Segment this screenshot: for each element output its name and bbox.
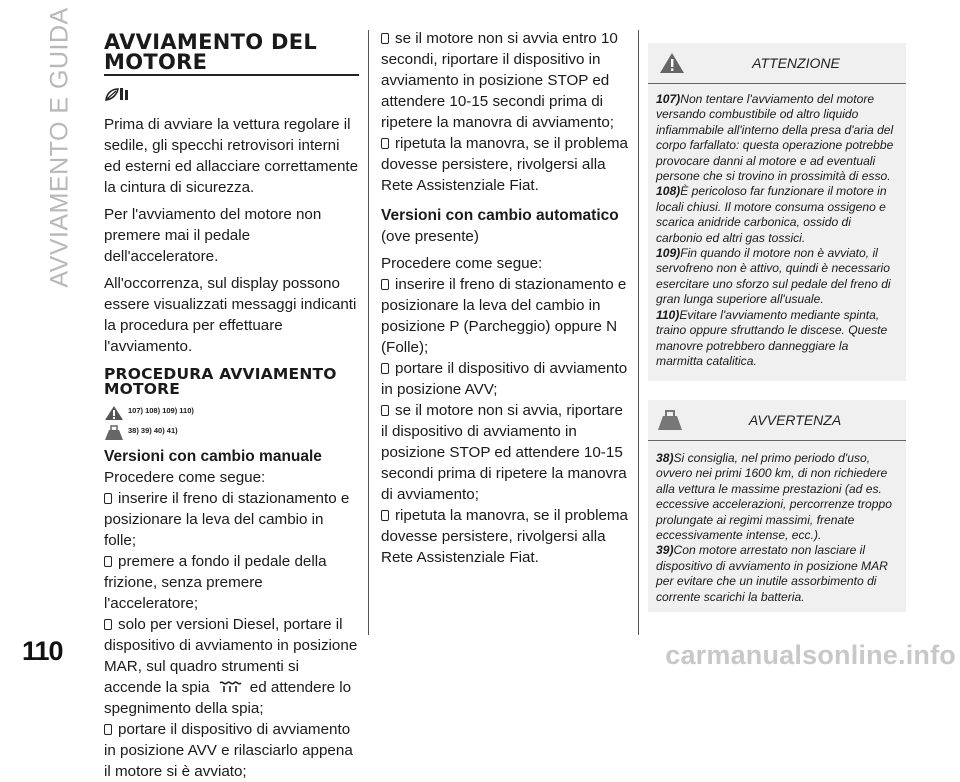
warning-triangle-icon (658, 51, 686, 75)
list-item: ripetuta la manovra, se il problema dovesse persistere, rivolgersi alla Rete Assistenziale Fiat. (381, 507, 628, 566)
bullet-icon (104, 493, 112, 504)
bullet-icon (104, 556, 112, 567)
attenzione-body (648, 84, 906, 377)
attenzione-box (648, 43, 906, 381)
list-item: portare il dispositivo di avviamento in posizione AVV e rilasciarlo appena il motore si è avviato; (104, 721, 353, 780)
caution-refs (104, 423, 359, 441)
caution-hand-icon (104, 425, 124, 441)
watermark: carmanualsonline.info (665, 640, 956, 670)
avvertenza-box (648, 400, 906, 612)
avvertenza-item: 38)Si consiglia, nel primo periodo d'uso, ovvero nei primi 1600 km, di non richiedere alla vettura le massime prestazioni (ad es. eccessive accelerazioni, percorrenze troppo prolungate ai regimi massimi, frenate eccessivamente intense, ecc.). (656, 451, 892, 543)
list-item: solo per versioni Diesel, portare il dispositivo di avviamento in posizione MAR, sul quadro strumenti si accende la spia ed attendere lo spegnimento della spia; (104, 616, 358, 717)
section-side-title (38, 6, 82, 288)
attenzione-item: 108)È pericoloso far funzionare il motore in locali chiusi. Il motore consuma ossigeno e scarica anidride carbonica, ossido di carbonio ed altri gas tossici. (656, 184, 887, 245)
warning-triangle-icon (104, 405, 124, 421)
bullet-icon (381, 279, 389, 290)
section-title: AVVIAMENTO DEL MOTORE (104, 32, 359, 76)
bullet-icon (381, 510, 389, 521)
attenzione-header (648, 43, 906, 84)
intro-paragraph: Per l'avviamento del motore non premere mai il pedale dell'acceleratore. (104, 206, 322, 265)
procedure-title: PROCEDURA AVVIAMENTO MOTORE (104, 365, 337, 398)
manual-heading: Versioni con cambio manuale (104, 448, 322, 465)
bullet-icon (104, 724, 112, 735)
list-item: inserire il freno di stazionamento e posizionare la leva del cambio in folle; (104, 490, 350, 549)
list-item: premere a fondo il pedale della frizione, senza premere l'acceleratore; (104, 553, 327, 612)
side-title-text: AVVIAMENTO E GUIDA (45, 6, 74, 288)
eco-icon (104, 86, 359, 108)
warning-refs (104, 403, 359, 421)
warning-refs-text: 107) 108) 109) 110) (128, 406, 194, 415)
column-divider (638, 30, 639, 635)
avvertenza-label: AVVERTENZA (748, 412, 842, 428)
list-item: inserire il freno di stazionamento e posizionare la leva del cambio in posizione P (Parcheggio) oppure N (Folle); (381, 276, 627, 356)
bullet-icon (381, 363, 389, 374)
caution-refs-text: 38) 39) 40) 41) (128, 426, 178, 435)
glow-plug-icon (218, 680, 246, 694)
avvertenza-header (648, 400, 906, 441)
intro-paragraph: Prima di avviare la vettura regolare il sedile, gli specchi retrovisori interni ed esterni ed allacciare correttamente la cintura di sicurezza. (104, 116, 359, 196)
avvertenza-item: 39)Con motore arrestato non lasciare il dispositivo di avviamento in posizione MAR per evitare che un inutile assorbimento di corrente scarichi la batteria. (656, 543, 888, 604)
attenzione-item: 109)Fin quando il motore non è avviato, il servofreno non è attivo, quindi è necessario esercitare uno sforzo sul pedale del freno di gran lunga superiore all'usuale. (656, 246, 891, 307)
page-number: 110 (22, 636, 63, 666)
list-item: ripetuta la manovra, se il problema dovesse persistere, rivolgersi alla Rete Assistenziale Fiat. (381, 135, 628, 194)
list-item: se il motore non si avvia entro 10 secondi, riportare il dispositivo in avviamento in posizione STOP ed attendere 10-15 secondi prima di ripetere la manovra di avviamento; (381, 30, 618, 131)
list-item: se il motore non si avvia, riportare il dispositivo di avviamento in posizione STOP ed attendere 10-15 secondi prima di ripetere la manovra di avviamento; (381, 402, 627, 503)
auto-subheading: (ove presente) (381, 228, 479, 245)
intro-paragraph: All'occorrenza, sul display possono essere visualizzati messaggi indicanti la procedura per effettuare l'avviamento. (104, 275, 357, 355)
bullet-icon (104, 619, 112, 630)
middle-column (381, 28, 631, 568)
caution-hand-icon (656, 408, 684, 432)
left-column (104, 24, 359, 782)
manual-intro: Procedere come segue: (104, 469, 266, 486)
avvertenza-body (648, 441, 906, 613)
column-divider (368, 30, 369, 635)
attenzione-item: 107)Non tentare l'avviamento del motore versando combustibile od altro liquido infiammabile all'interno della presa d'aria del corpo farfallato: questa operazione potrebbe provocare danni al motore e ad eventuali persone che si trovino in prossimità di esso. (656, 92, 894, 184)
bullet-icon (381, 33, 389, 44)
list-item: portare il dispositivo di avviamento in posizione AVV; (381, 360, 628, 398)
attenzione-item: 110)Evitare l'avviamento mediante spinta, traino oppure sfruttando le discese. Queste manovre potrebbero danneggiare la marmitta catalitica. (656, 307, 888, 368)
attenzione-label: ATTENZIONE (752, 55, 840, 71)
auto-heading: Versioni con cambio automatico (381, 207, 619, 224)
bullet-icon (381, 405, 389, 416)
auto-intro: Procedere come segue: (381, 255, 543, 272)
bullet-icon (381, 138, 389, 149)
